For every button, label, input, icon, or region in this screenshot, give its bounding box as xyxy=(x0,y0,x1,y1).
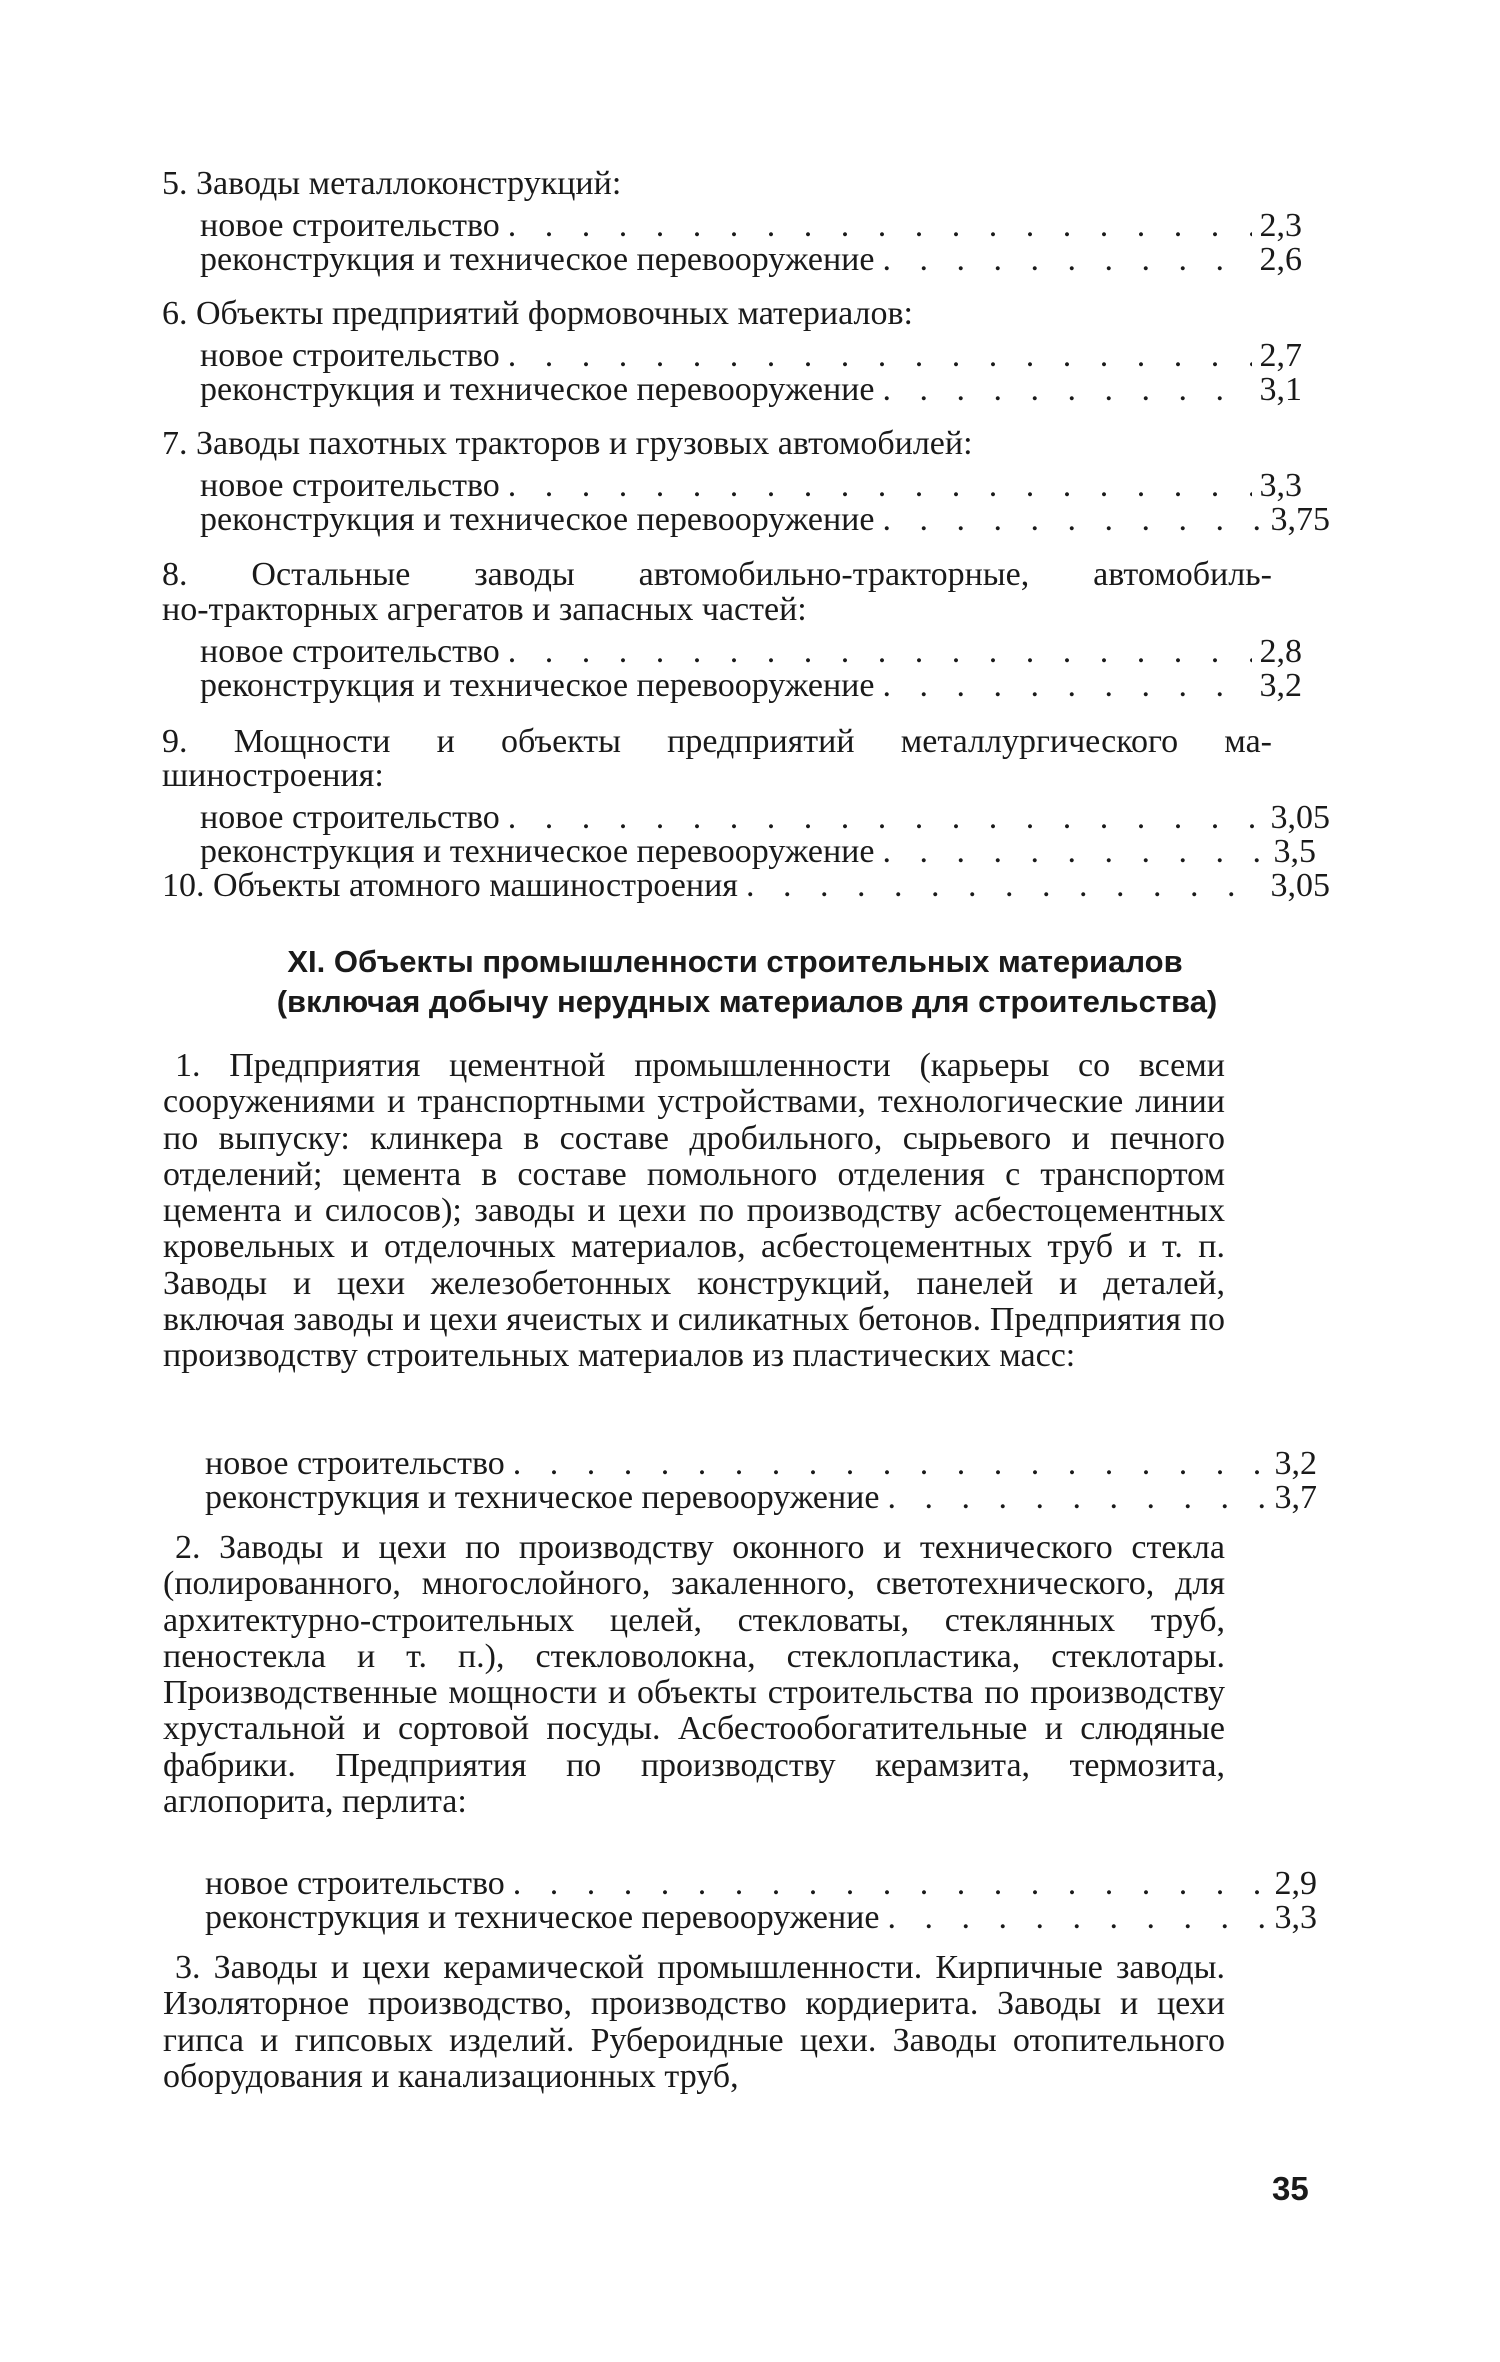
page-number: 35 xyxy=(1272,2170,1309,2207)
row-label: новое строительство xyxy=(200,207,500,244)
row-value: 3,3 xyxy=(1259,467,1302,504)
item-7-heading xyxy=(162,422,1272,466)
leader-dots xyxy=(882,666,1251,706)
item-8-row-reconstruction xyxy=(200,666,1302,706)
row-value: 3,7 xyxy=(1274,1479,1317,1516)
leader-dots xyxy=(882,500,1262,540)
leader-dots xyxy=(882,370,1251,410)
row-value: 3,1 xyxy=(1259,371,1302,408)
item-5-row-reconstruction xyxy=(200,240,1302,280)
item-title: но-тракторных агрегатов и запасных частей: xyxy=(162,591,807,628)
row-label: реконструкция и техническое перевооружение xyxy=(200,667,875,704)
item-6-row-reconstruction xyxy=(200,370,1302,410)
item-7-row-reconstruction xyxy=(200,500,1330,540)
row-value: 3,2 xyxy=(1259,667,1302,704)
paragraph-1: 1. Предприятия цементной промышленности (карьеры со всеми сооружениями и транспортными устройствами, технологические линии по выпуску: клинкера в составе дробильного, сырьевого и печного отделений; цемента в составе помольного отделения с транспортом цемента и силосов); заводы и цехи по производству асбестоцементных кровельных и отделочных материалов, асбестоцементных труб и т. п. Заводы и цехи железобетонных конструкций, панелей и деталей, включая заводы и цехи ячеистых и силикатных бетонов. Предприятия по производству строительных материалов из пластических масс: xyxy=(163,1047,1225,1375)
section-title: XI. Объекты промышленности строительных материалов xyxy=(287,944,1183,979)
row-label: реконструкция и техническое перевооружение xyxy=(200,371,875,408)
item-title: Объекты предприятий формовочных материалов: xyxy=(196,295,913,332)
item-number: 10. xyxy=(162,867,205,904)
row-value: 2,6 xyxy=(1259,241,1302,278)
item-6-heading xyxy=(162,292,1272,336)
row-label: новое строительство xyxy=(205,1445,505,1482)
leader-dots xyxy=(746,866,1263,906)
item-title: Заводы металлоконструкций: xyxy=(196,165,622,202)
leader-dots xyxy=(887,1898,1266,1938)
item-9-heading-continuation xyxy=(162,754,1272,798)
item-number: 7. xyxy=(162,425,188,462)
row-value: 2,9 xyxy=(1274,1865,1317,1902)
row-label: новое строительство xyxy=(200,337,500,374)
item-number: 5. xyxy=(162,165,188,202)
item-title: Заводы пахотных тракторов и грузовых автомобилей: xyxy=(196,425,973,462)
row-value: 3,05 xyxy=(1270,799,1330,836)
item-number: 9. xyxy=(162,723,188,760)
row-value: 2,3 xyxy=(1259,207,1302,244)
row-label: реконструкция и техническое перевооружение xyxy=(200,501,875,538)
row-label: новое строительство xyxy=(205,1865,505,1902)
row-label: новое строительство xyxy=(200,467,500,504)
item-title: Остальные заводы автомобильно-тракторные, автомобиль- xyxy=(251,556,1272,593)
leader-dots xyxy=(887,1478,1266,1518)
row-label: новое строительство xyxy=(200,799,500,836)
row-label: реконструкция и техническое перевооружение xyxy=(200,833,875,870)
row-value: 3,3 xyxy=(1274,1899,1317,1936)
row-label: новое строительство xyxy=(200,633,500,670)
item-title: Объекты атомного машиностроения xyxy=(213,867,738,904)
item-number: 6. xyxy=(162,295,188,332)
paragraph-2: 2. Заводы и цехи по производству оконного и технического стекла (полированного, многослойного, закаленного, светотехнического, для архитектурно-строительных целей, стекловаты, стеклянных труб, пеностекла и т. п.), стекловолокна, стеклопластика, стеклотары. Производственные мощности и объекты строительства по производству хрустальной и сортовой посуды. Асбестообогатительные и слюдяные фабрики. Предприятия по производству керамзита, термозита, аглопорита, перлита: xyxy=(163,1529,1225,1821)
item-8-heading-continuation xyxy=(162,588,1272,632)
item-5-heading xyxy=(162,162,1272,206)
paragraph-2-row-reconstruction xyxy=(205,1898,1317,1938)
item-10-row xyxy=(162,866,1330,906)
row-label: реконструкция и техническое перевооружение xyxy=(205,1479,880,1516)
row-value: 2,7 xyxy=(1259,337,1302,374)
leader-dots xyxy=(882,240,1251,280)
row-value: 3,5 xyxy=(1273,833,1316,870)
item-10-label xyxy=(162,866,738,906)
row-value: 3,2 xyxy=(1274,1445,1317,1482)
paragraph-1-row-reconstruction xyxy=(205,1478,1317,1518)
item-title: шиностроения: xyxy=(162,757,384,794)
row-label: реконструкция и техническое перевооружение xyxy=(205,1899,880,1936)
paragraph-3: 3. Заводы и цехи керамической промышленности. Кирпичные заводы. Изоляторное производство, производство кордиерита. Заводы и цехи гипса и гипсовых изделий. Рубероидные цехи. Заводы отопительного оборудования и канализационных труб, xyxy=(163,1949,1225,2095)
item-title: Мощности и объекты предприятий металлургического ма- xyxy=(233,723,1272,760)
row-value: 3,05 xyxy=(1270,867,1330,904)
section-subtitle: (включая добычу нерудных материалов для строительства) xyxy=(276,984,1218,1019)
item-number: 8. xyxy=(162,556,188,593)
row-value: 3,75 xyxy=(1270,501,1330,538)
row-label: реконструкция и техническое перевооружение xyxy=(200,241,875,278)
row-value: 2,8 xyxy=(1259,633,1302,670)
